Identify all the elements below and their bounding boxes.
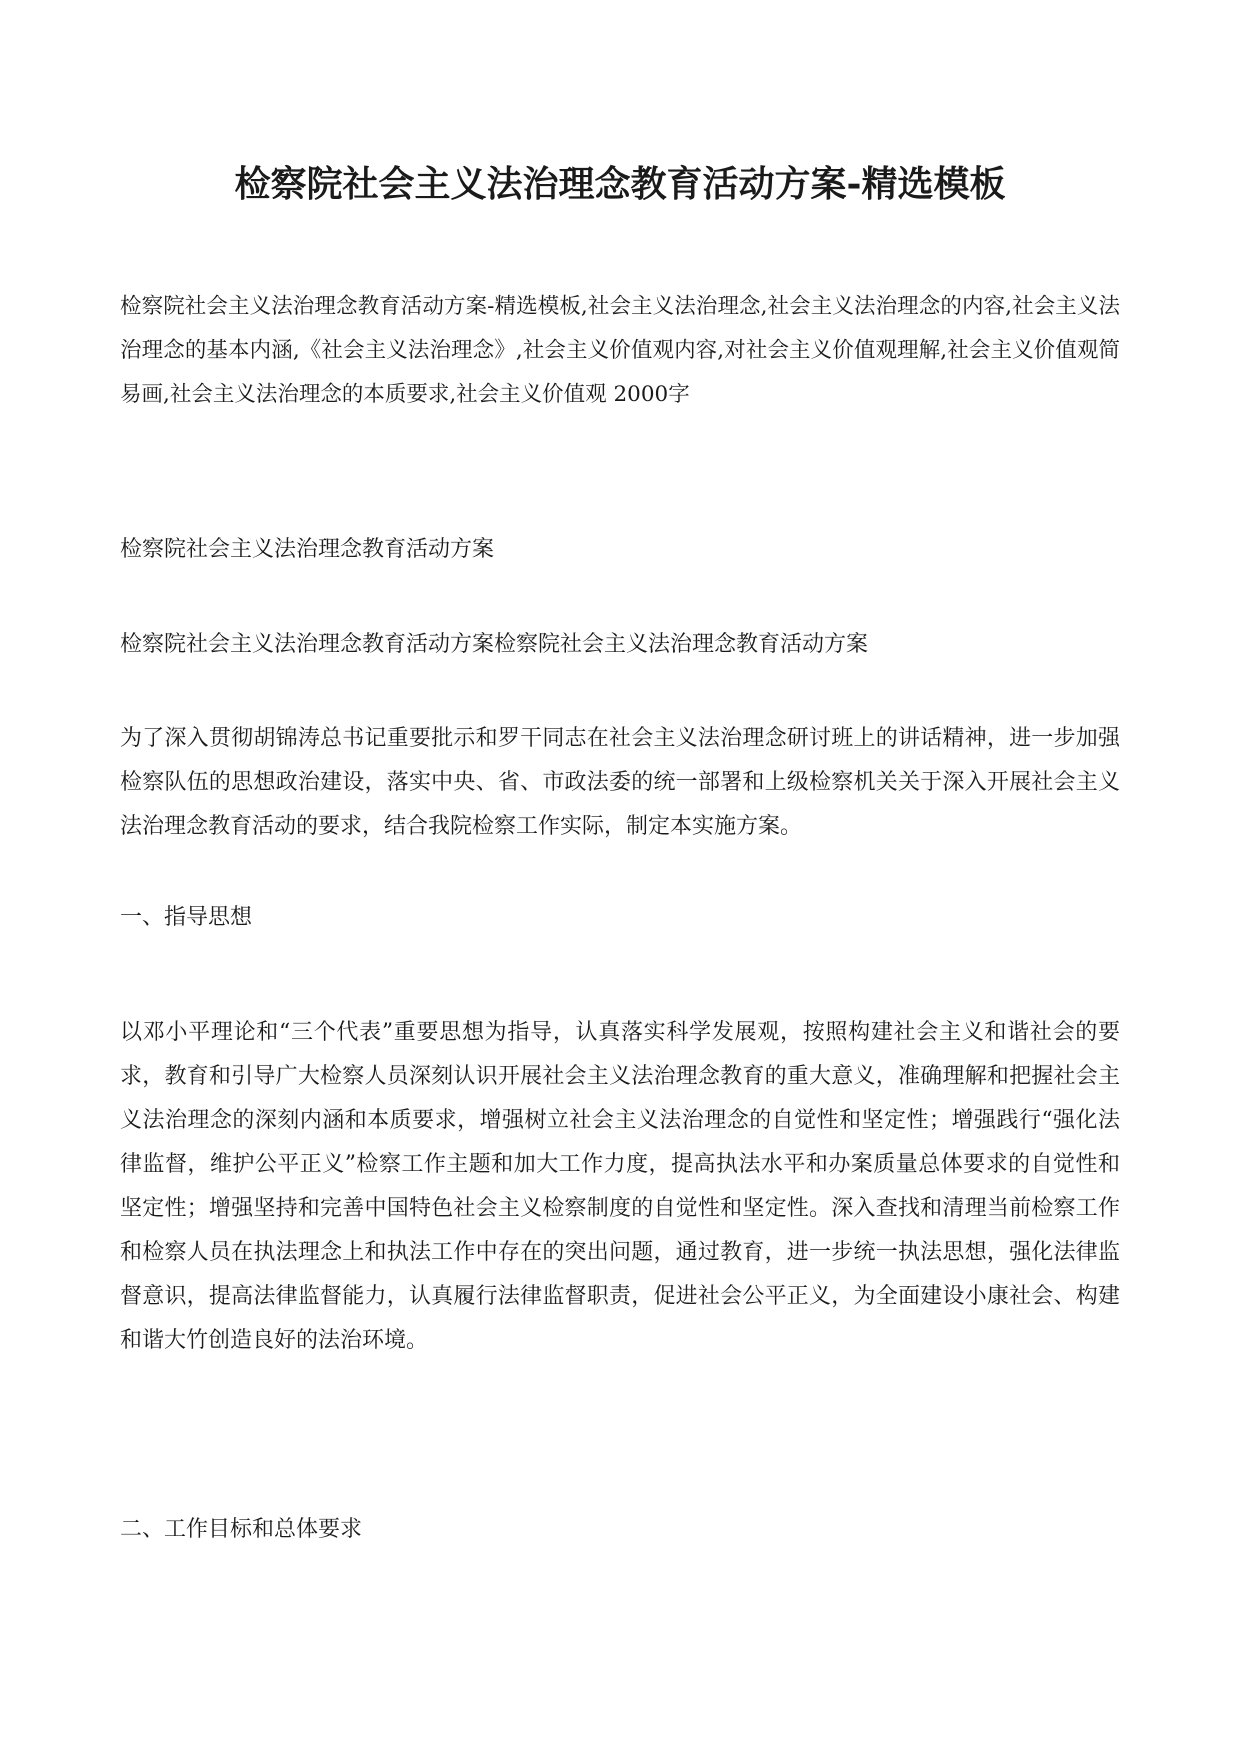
keywords-paragraph: 检察院社会主义法治理念教育活动方案-精选模板,社会主义法治理念,社会主义法治理念的内容,社会主义法治理念的基本内涵,《社会主义法治理念》,社会主义价值观内容,对社会主义价值观理解,社会主义价值观简易画,社会主义法治理念的本质要求,社会主义价值观 2000字	[120, 294, 1120, 407]
subtitle-line-1: 检察院社会主义法治理念教育活动方案	[120, 537, 495, 562]
intro-paragraph: 为了深入贯彻胡锦涛总书记重要批示和罗干同志在社会主义法治理念研讨班上的讲话精神，进一步加强检察队伍的思想政治建设，落实中央、省、市政法委的统一部署和上级检察机关关于深入开展社会主义法治理念教育活动的要求，结合我院检察工作实际，制定本实施方案。	[120, 726, 1120, 839]
document-title: 检察院社会主义法治理念教育活动方案-精选模板	[234, 163, 1006, 205]
section-heading-goals-requirements: 二、工作目标和总体要求	[120, 1517, 363, 1542]
subtitle-line-2: 检察院社会主义法治理念教育活动方案检察院社会主义法治理念教育活动方案	[120, 632, 869, 657]
section-paragraph-guiding-ideology: 以邓小平理论和“三个代表”重要思想为指导，认真落实科学发展观，按照构建社会主义和谐社会的要求，教育和引导广大检察人员深刻认识开展社会主义法治理念教育的重大意义，准确理解和把握社会主义法治理念的深刻内涵和本质要求，增强树立社会主义法治理念的自觉性和坚定性；增强践行“强化法律监督，维护公平正义”检察工作主题和加大工作力度，提高执法水平和办案质量总体要求的自觉性和坚定性；增强坚持和完善中国特色社会主义检察制度的自觉性和坚定性。深入查找和清理当前检察工作和检察人员在执法理念上和执法工作中存在的突出问题，通过教育，进一步统一执法思想，强化法律监督意识，提高法律监督能力，认真履行法律监督职责，促进社会公平正义，为全面建设小康社会、构建和谐大竹创造良好的法治环境。	[120, 1020, 1120, 1353]
section-heading-guiding-ideology: 一、指导思想	[120, 905, 253, 930]
